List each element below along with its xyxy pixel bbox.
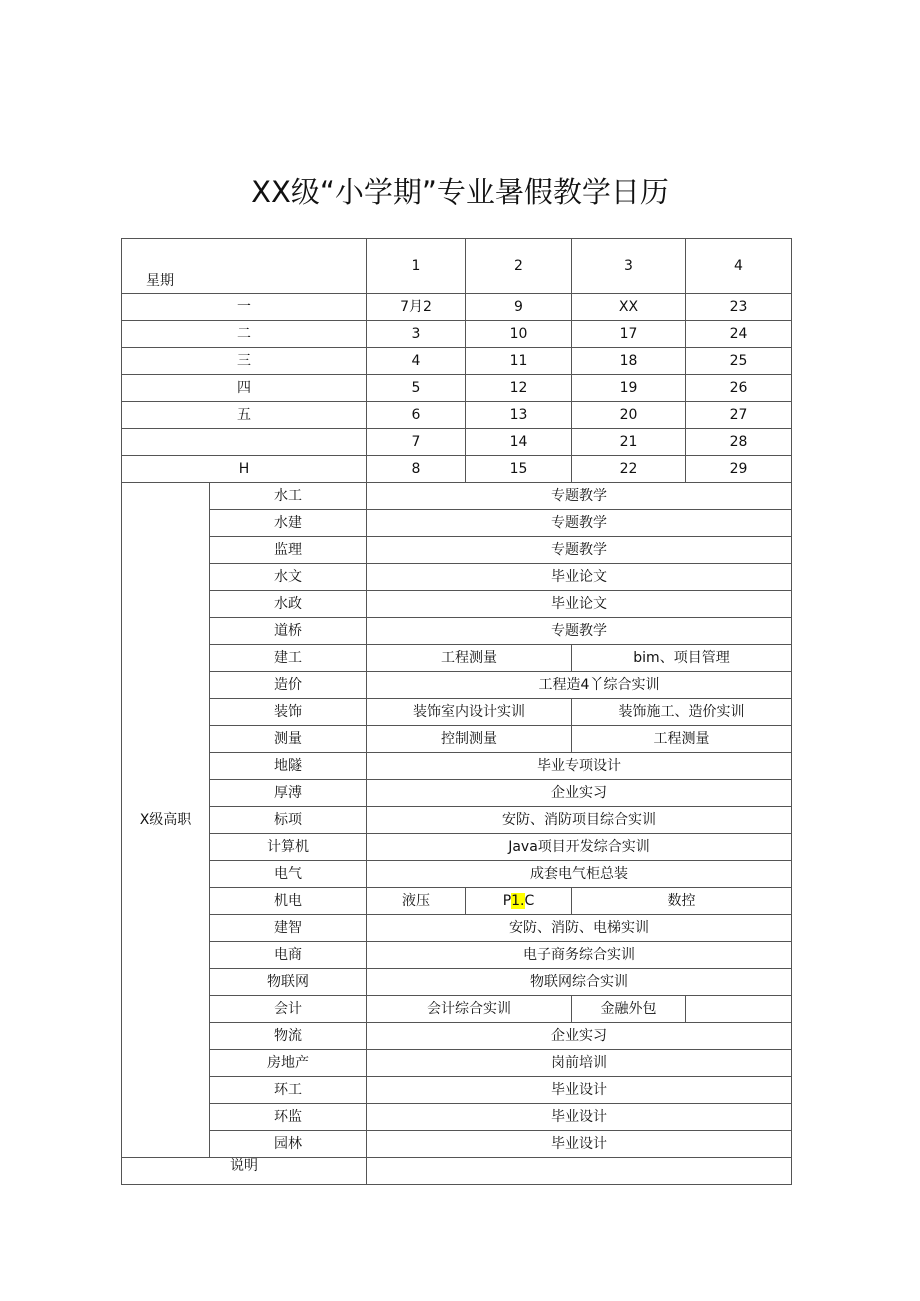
date-cell: 4 [367,348,466,375]
activity-cell: 金融外包 [572,996,686,1023]
weekday-label: 四 [122,375,367,402]
major-row [122,726,792,753]
activity-cell: 工程测量 [367,645,572,672]
weekday-label: 二 [122,321,367,348]
major-row [122,807,792,834]
date-cell: 3 [367,321,466,348]
week-number-1: 1 [367,239,466,294]
major-row [122,483,792,510]
date-cell: 24 [686,321,792,348]
activity-cell [686,996,792,1023]
major-name: 建工 [210,645,367,672]
activity-cell: 控制测量 [367,726,572,753]
major-row [122,1023,792,1050]
activity-cell: 电子商务综合实训 [367,942,792,969]
major-row [122,834,792,861]
weekday-label: 三 [122,348,367,375]
activity-cell: 液压 [367,888,466,915]
activity-cell: 毕业设计 [367,1104,792,1131]
date-cell: XX [572,294,686,321]
activity-cell: 会计综合实训 [367,996,572,1023]
major-name: 建智 [210,915,367,942]
activity-cell: 成套电气柜总装 [367,861,792,888]
major-name: 厚溥 [210,780,367,807]
major-name: 水文 [210,564,367,591]
activity-cell: 装饰施工、造价实训 [572,699,792,726]
major-name: 标项 [210,807,367,834]
notes-label: 说明 [122,1158,367,1185]
major-row [122,1050,792,1077]
date-cell: 19 [572,375,686,402]
date-cell: 7 [367,429,466,456]
activity-cell: 毕业论文 [367,591,792,618]
major-name: 装饰 [210,699,367,726]
activity-cell: bim、项目管理 [572,645,792,672]
major-name: 环工 [210,1077,367,1104]
major-row [122,942,792,969]
major-name: 水建 [210,510,367,537]
major-row [122,645,792,672]
date-cell: 17 [572,321,686,348]
major-name: 物流 [210,1023,367,1050]
notes-row [122,1158,792,1185]
date-cell: 10 [466,321,572,348]
activity-cell: 工程造4丫综合实训 [367,672,792,699]
major-name: 机电 [210,888,367,915]
major-name: 水政 [210,591,367,618]
date-cell: 18 [572,348,686,375]
activity-cell: 毕业专项设计 [367,753,792,780]
weekday-label: H [122,456,367,483]
activity-cell: 物联网综合实训 [367,969,792,996]
date-cell: 6 [367,402,466,429]
major-row [122,537,792,564]
date-cell: 8 [367,456,466,483]
major-name: 测量 [210,726,367,753]
major-name: 造价 [210,672,367,699]
activity-cell: 专题教学 [367,483,792,510]
weekday-row [122,402,792,429]
date-cell: 5 [367,375,466,402]
date-cell: 9 [466,294,572,321]
major-row [122,672,792,699]
weekday-label: 一 [122,294,367,321]
major-name: 物联网 [210,969,367,996]
date-cell: 12 [466,375,572,402]
activity-cell: Java项目开发综合实训 [367,834,792,861]
activity-cell: 专题教学 [367,618,792,645]
major-name: 水工 [210,483,367,510]
weekday-row [122,456,792,483]
date-cell: 7月2 [367,294,466,321]
activity-cell: 数控 [572,888,792,915]
major-row [122,564,792,591]
group-label: X级高职 [122,483,210,1158]
activity-cell: 专题教学 [367,537,792,564]
activity-cell: 企业实习 [367,780,792,807]
date-cell: 22 [572,456,686,483]
activity-text-wrapper [503,893,535,909]
date-cell: 13 [466,402,572,429]
major-row [122,618,792,645]
page-title: XX级“小学期”专业暑假教学日历 [251,175,669,209]
major-name: 园林 [210,1131,367,1158]
week-number-3: 3 [572,239,686,294]
major-name: 会计 [210,996,367,1023]
activity-text: P1.C [502,893,535,909]
date-cell: 26 [686,375,792,402]
week-number-2: 2 [466,239,572,294]
major-row [122,888,792,915]
major-name: 道桥 [210,618,367,645]
major-row [122,1131,792,1158]
activity-cell: 安防、消防项目综合实训 [367,807,792,834]
major-row [122,1077,792,1104]
weekday-row [122,321,792,348]
major-name: 电气 [210,861,367,888]
major-row [122,915,792,942]
date-cell: 21 [572,429,686,456]
major-row [122,1104,792,1131]
major-name: 地隧 [210,753,367,780]
major-name: 计算机 [210,834,367,861]
major-row [122,753,792,780]
date-cell: 29 [686,456,792,483]
weekday-row [122,294,792,321]
week-number-4: 4 [686,239,792,294]
major-row [122,591,792,618]
major-row [122,861,792,888]
date-cell: 11 [466,348,572,375]
major-name: 房地产 [210,1050,367,1077]
date-cell: 28 [686,429,792,456]
activity-cell: 毕业设计 [367,1131,792,1158]
weekday-label [122,429,367,456]
weekday-row [122,429,792,456]
activity-cell: 毕业论文 [367,564,792,591]
major-name: 电商 [210,942,367,969]
header-row [122,239,792,294]
teaching-calendar-table [121,238,792,1185]
weekday-row [122,375,792,402]
activity-cell: 工程测量 [572,726,792,753]
major-row [122,780,792,807]
activity-cell: 安防、消防、电梯实训 [367,915,792,942]
notes-cell [367,1158,792,1185]
major-row [122,699,792,726]
date-cell: 27 [686,402,792,429]
date-cell: 15 [466,456,572,483]
activity-cell: 企业实习 [367,1023,792,1050]
major-row [122,996,792,1023]
weekday-row [122,348,792,375]
major-name: 环监 [210,1104,367,1131]
major-name: 监理 [210,537,367,564]
date-cell: 25 [686,348,792,375]
activity-cell: 装饰室内设计实训 [367,699,572,726]
activity-cell [466,888,572,915]
date-cell: 23 [686,294,792,321]
weekday-header-label: 星期 [122,239,367,294]
major-row [122,969,792,996]
activity-cell: 专题教学 [367,510,792,537]
activity-cell: 毕业设计 [367,1077,792,1104]
date-cell: 20 [572,402,686,429]
weekday-label: 五 [122,402,367,429]
activity-cell: 岗前培训 [367,1050,792,1077]
major-row [122,510,792,537]
date-cell: 14 [466,429,572,456]
